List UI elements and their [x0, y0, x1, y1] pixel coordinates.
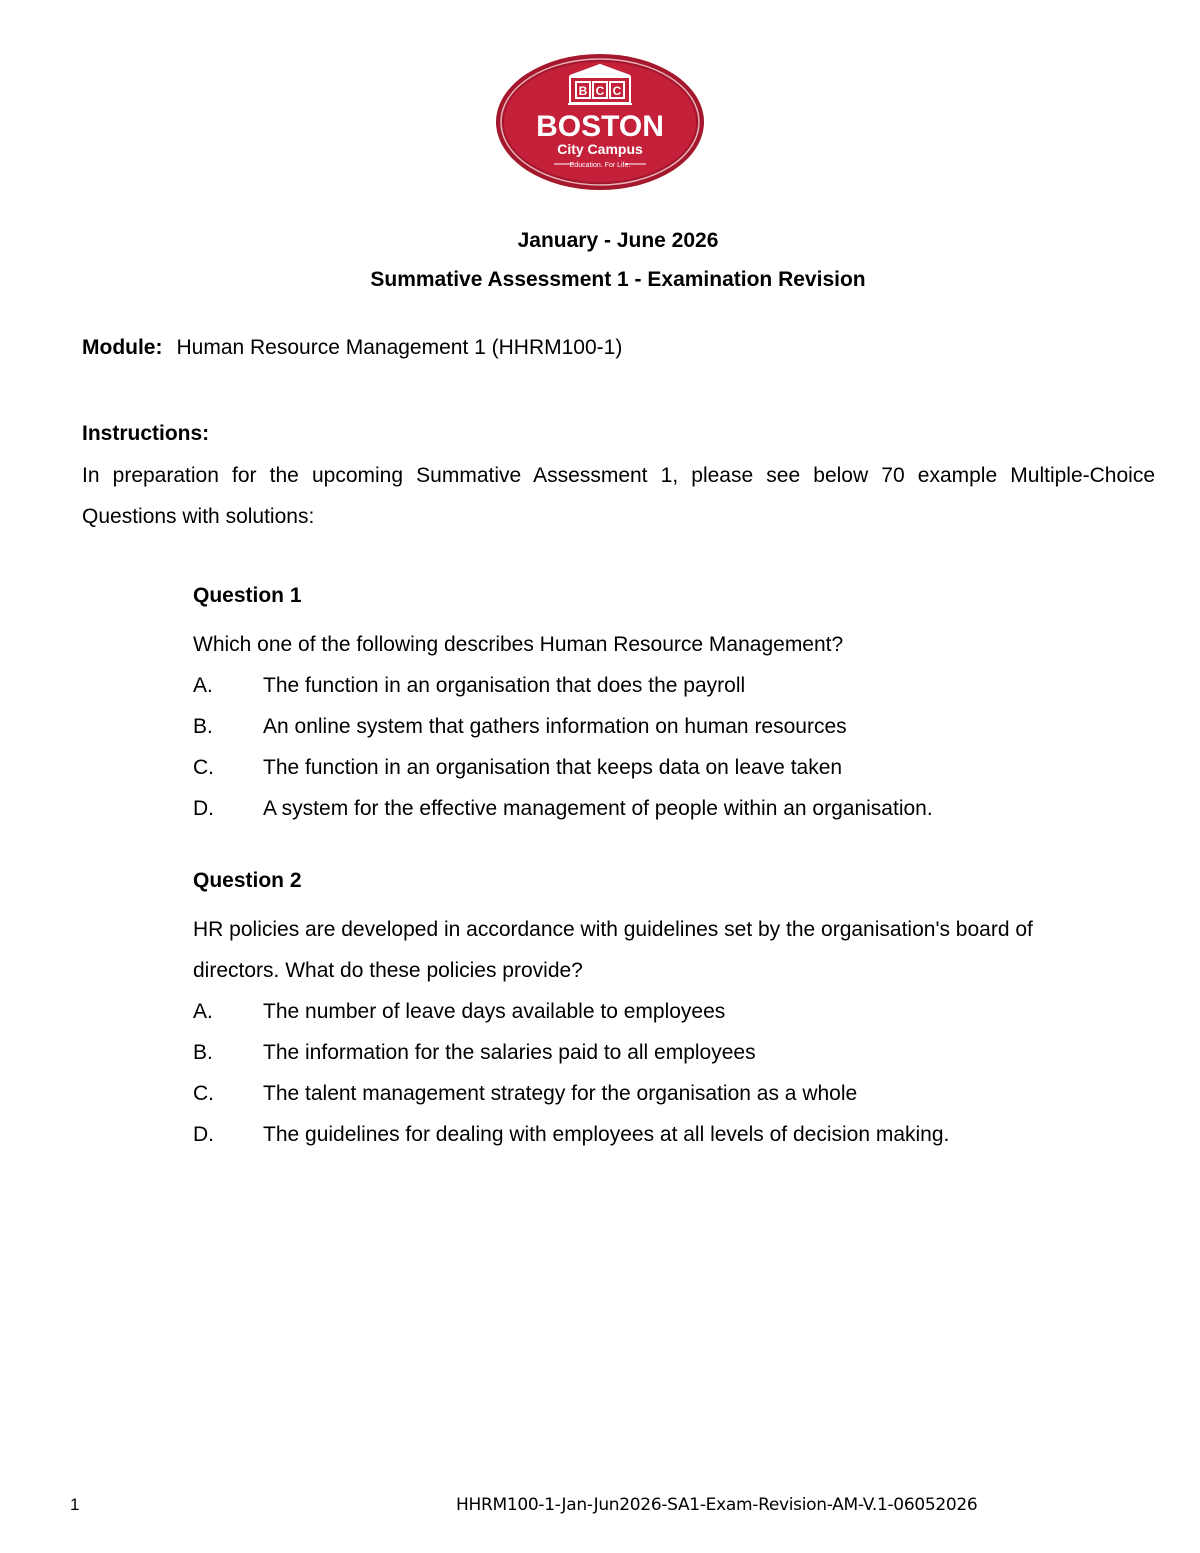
option-letter: B. — [193, 715, 213, 738]
instructions-heading: Instructions: — [82, 422, 210, 445]
option-text: The talent management strategy for the organisation as a whole — [263, 1082, 858, 1105]
logo-initial-1: B — [578, 84, 588, 98]
option-b — [193, 1032, 1073, 1073]
option-c — [193, 747, 1073, 788]
question-2 — [193, 868, 1073, 1155]
module-label: Module: — [82, 336, 163, 359]
option-d — [193, 788, 1073, 829]
page-number: 1 — [70, 1495, 80, 1514]
option-text: The number of leave days available to employees — [263, 1000, 726, 1023]
period-heading: January - June 2026 — [517, 229, 719, 252]
logo-initial-2: C — [595, 84, 605, 98]
boston-city-campus-logo — [494, 52, 706, 192]
option-text: A system for the effective management of people within an organisation. — [263, 797, 933, 820]
option-c — [193, 1073, 1073, 1114]
option-text: The information for the salaries paid to all employees — [263, 1041, 756, 1064]
document-title: Summative Assessment 1 - Examination Revision — [370, 268, 866, 291]
option-b — [193, 706, 1073, 747]
option-letter: A. — [193, 674, 213, 697]
option-text: An online system that gathers information on human resources — [263, 715, 847, 738]
option-a — [193, 991, 1073, 1032]
question-heading: Question 1 — [193, 584, 302, 607]
option-letter: C. — [193, 756, 214, 779]
module-value: Human Resource Management 1 (HHRM100-1) — [176, 336, 623, 359]
option-d — [193, 1114, 1073, 1155]
question-1 — [193, 583, 1073, 829]
option-letter: D. — [193, 1123, 214, 1146]
question-heading: Question 2 — [193, 869, 302, 892]
option-text: The function in an organisation that does the payroll — [263, 674, 746, 697]
instructions-text: In preparation for the upcoming Summative Assessment 1, please see below 70 example Multiple-Choice Questions with solutions: — [82, 464, 1155, 528]
option-text: The function in an organisation that keeps data on leave taken — [263, 756, 843, 779]
option-letter: C. — [193, 1082, 214, 1105]
question-stem: HR policies are developed in accordance with guidelines set by the organisation's board of directors. What do these policies provide? — [193, 918, 1033, 982]
logo-tagline: Education. For Life. — [569, 162, 631, 169]
document-reference: HHRM100-1-Jan-Jun2026-SA1-Exam-Revision-AM-V.1-06052026 — [456, 1495, 978, 1515]
logo-initial-3: C — [612, 84, 622, 98]
question-stem: Which one of the following describes Human Resource Management? — [193, 633, 844, 656]
option-letter: D. — [193, 797, 214, 820]
option-letter: A. — [193, 1000, 213, 1023]
option-a — [193, 665, 1073, 706]
option-letter: B. — [193, 1041, 213, 1064]
logo-graphic — [494, 52, 706, 192]
logo-sub: City Campus — [557, 141, 643, 157]
logo-name: BOSTON — [536, 110, 664, 143]
module-line — [82, 335, 622, 361]
option-text: The guidelines for dealing with employees at all levels of decision making. — [263, 1123, 950, 1146]
